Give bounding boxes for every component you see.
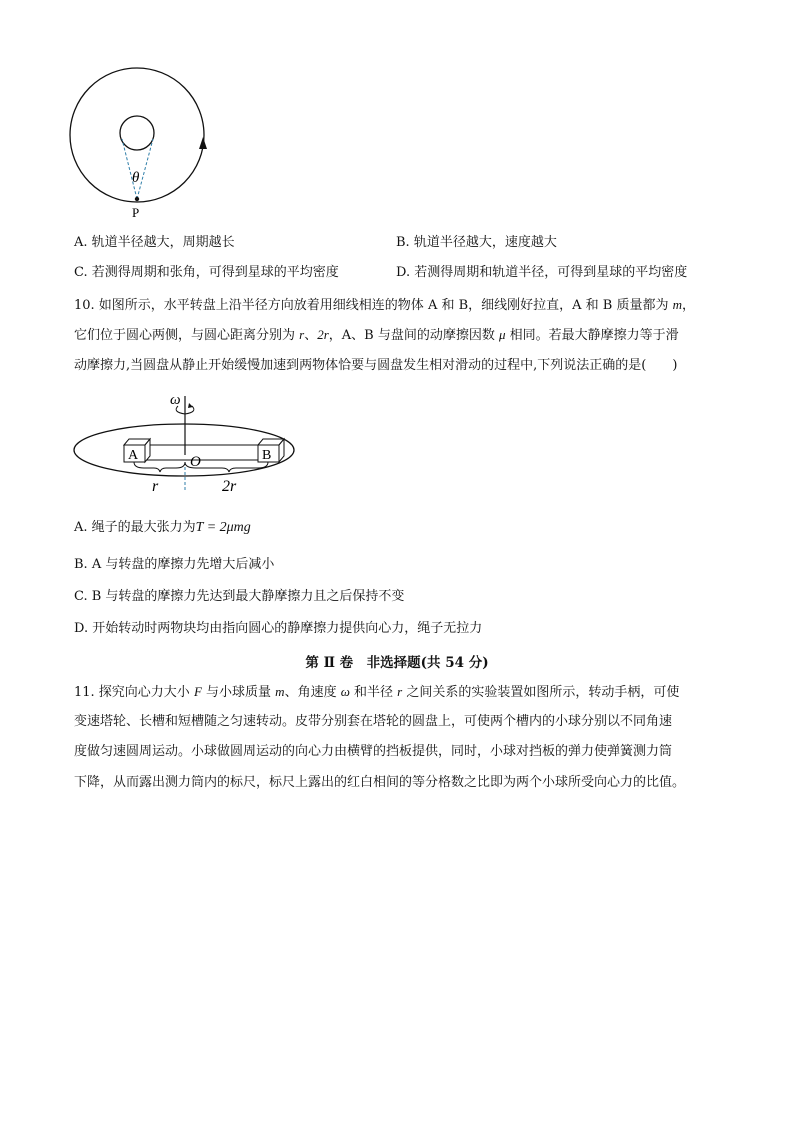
q11-stem-line-3: 度做匀速圆周运动。小球做圆周运动的向心力由横臂的挡板提供，同时，小球对挡板的弹力使弹簧测力筒	[74, 744, 673, 759]
brace-r	[134, 462, 185, 472]
omega-label: ω	[170, 392, 181, 408]
q10-stem-line-1	[74, 296, 695, 315]
q10-text: 它们位于圆心两侧，与圆心距离分别为	[74, 328, 300, 343]
q10-option-a-text: A. 绳子的最大张力为	[74, 520, 196, 535]
q11-var-omega: ω	[340, 684, 350, 699]
q10-option-d: D. 开始转动时两物块均由指向圆心的静摩擦力提供向心力，绳子无拉力	[74, 621, 483, 636]
turntable-figure	[72, 390, 312, 500]
q10-option-a-formula: T = 2μmg	[195, 520, 251, 535]
theta-label: θ	[132, 170, 140, 186]
q10-option-b: B. A 与转盘的摩擦力先增大后减小	[74, 557, 275, 572]
rotation-arrow-head	[188, 403, 193, 408]
q11-stem-line-4: 下降，从而露出测力筒内的标尺，标尺上露出的红白相间的等分格数之比即为两个小球所受向心力的比值。	[74, 775, 686, 790]
q11-stem-line-1	[74, 683, 679, 702]
distance-r-label: r	[152, 478, 159, 495]
q10-option-a	[74, 519, 251, 537]
orbit-figure	[64, 63, 214, 223]
q10-var-r: r	[299, 327, 305, 342]
q11-var-f: F	[193, 684, 202, 699]
q10-var-2r: 2r	[317, 327, 329, 342]
section-title: 第 Ⅱ 卷 非选择题(共 54 分)	[305, 655, 489, 671]
distance-2r-label: 2r	[222, 478, 237, 495]
q10-text: ，A、B 与盘间的动摩擦因数	[328, 328, 499, 343]
p-label: P	[132, 205, 140, 220]
q10-option-c: C. B 与转盘的摩擦力先达到最大静摩擦力且之后保持不变	[74, 589, 405, 604]
q11-text: 和半径	[349, 685, 398, 700]
q9-option-b: B. 轨道半径越大，速度越大	[396, 235, 557, 250]
q10-text: ，	[682, 298, 696, 313]
q10-var-mu: μ	[499, 327, 506, 342]
q10-text: 相同。若最大静摩擦力等于滑	[505, 328, 679, 343]
q11-text: 、角速度	[284, 685, 341, 700]
q10-var-m: m	[672, 297, 683, 312]
q11-text: 11. 探究向心力大小	[74, 685, 194, 700]
point-p-dot	[135, 197, 139, 201]
block-b-label: B	[262, 448, 272, 463]
q10-text: 、	[304, 328, 318, 343]
q10-stem-line-2	[74, 326, 679, 345]
q11-stem-line-2: 变速塔轮、长槽和短槽随之匀速转动。皮带分别套在塔轮的圆盘上，可使两个槽内的小球分别以不同角速	[74, 714, 673, 729]
q10-text: 10. 如图所示，水平转盘上沿半径方向放着用细线相连的物体 A 和 B，细线刚好拉直，A 和 B 质量都为	[74, 298, 673, 313]
q11-var-r: r	[397, 684, 403, 699]
q11-text: 之间关系的实验装置如图所示，转动手柄，可使	[402, 685, 680, 700]
center-o-label: O	[190, 454, 201, 470]
direction-arrow	[199, 137, 207, 149]
q9-option-a: A. 轨道半径越大，周期越长	[74, 235, 235, 250]
block-a-label: A	[128, 448, 139, 463]
planet-circle	[120, 116, 154, 150]
q10-stem-line-3: 动摩擦力,当圆盘从静止开始缓慢加速到两物体恰要与圆盘发生相对滑动的过程中,下列说法正确的是( )	[74, 358, 678, 373]
q9-option-c: C. 若测得周期和张角，可得到星球的平均密度	[74, 265, 339, 280]
q11-var-m: m	[275, 684, 285, 699]
q9-option-d: D. 若测得周期和轨道半径，可得到星球的平均密度	[396, 265, 688, 280]
q11-text: 与小球质量	[201, 685, 276, 700]
